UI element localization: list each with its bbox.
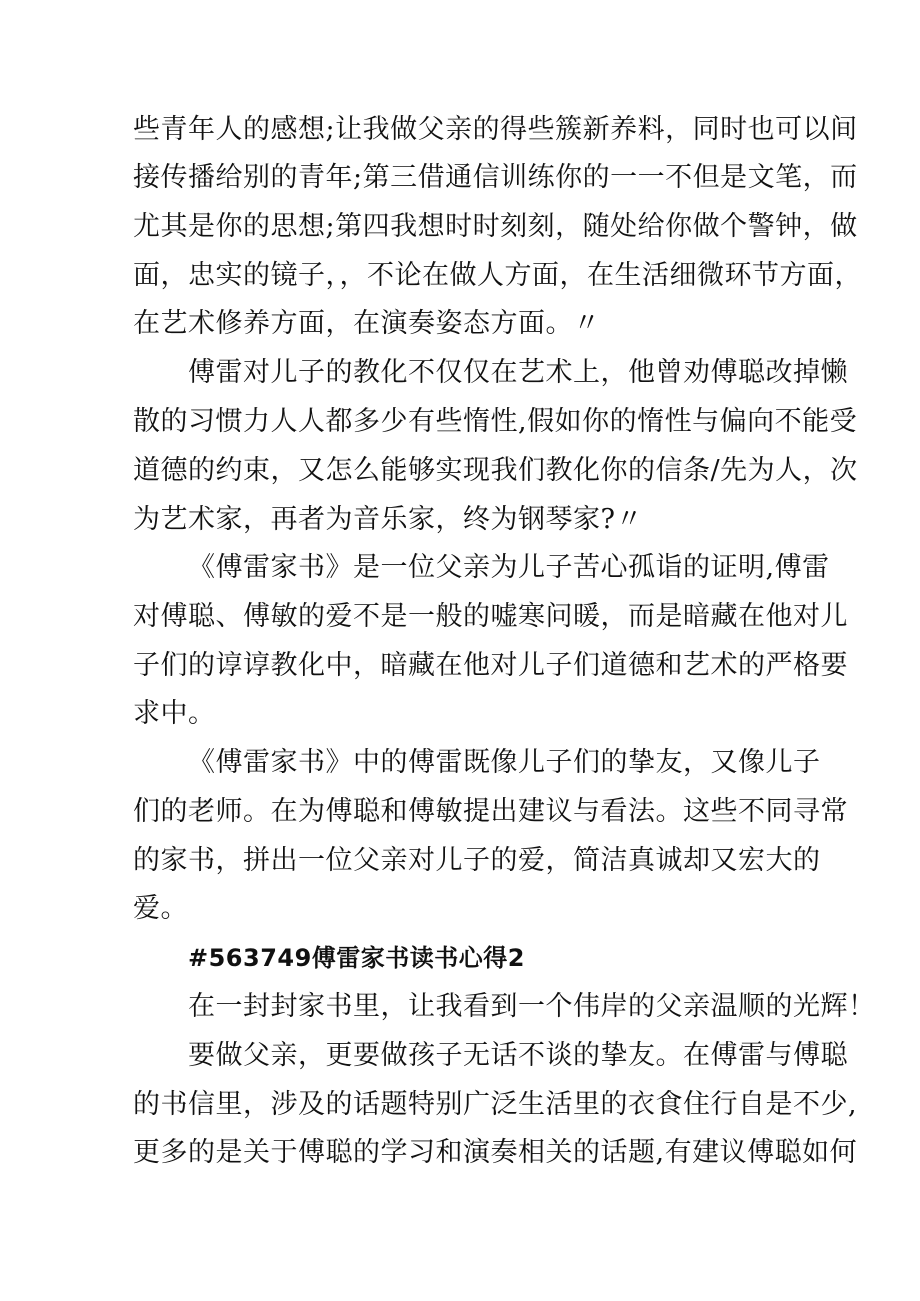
paragraph-1-line-4: 面，忠实的镜子，，不论在做人方面，在生活细微环节方面， — [133, 260, 862, 291]
paragraph-2-line-1: 傅雷对儿子的教化不仅仅在艺术上，他曾劝傅聪改掉懒 — [188, 357, 848, 388]
paragraph-3-line-3: 子们的谆谆教化中，暗藏在他对儿子们道德和艺术的严格要 — [133, 650, 848, 681]
paragraph-4-line-4: 爱。 — [133, 893, 188, 924]
paragraph-3-line-2: 对傅聪、傅敏的爱不是一般的嘘寒问暖，而是暗藏在他对儿 — [133, 601, 848, 632]
paragraph-4-line-3: 的家书，拼出一位父亲对儿子的爱，简洁真诚却又宏大的 — [133, 845, 821, 876]
paragraph-1-line-3: 尤其是你的思想;第四我想时时刻刻，随处给你做个警钟，做 — [133, 211, 858, 242]
paragraph-1-line-5: 在艺术修养方面，在演奏姿态方面。〃 — [133, 308, 601, 339]
paragraph-3-line-1: 《傅雷家书》是一位父亲为儿子苦心孤诣的证明,傅雷 — [188, 552, 830, 583]
paragraph-2-line-2: 散的习惯力人人都多少有些惰性,假如你的惰性与偏向不能受 — [133, 406, 858, 437]
paragraph-4-line-1: 《傅雷家书》中的傅雷既像儿子们的挚友，又像儿子 — [188, 747, 821, 778]
paragraph-6-line-3: 更多的是关于傅聪的学习和演奏相关的话题,有建议傅聪如何 — [133, 1137, 858, 1168]
paragraph-1-line-2: 接传播给别的青年;第三借通信训练你的一一不但是文笔，而 — [133, 162, 858, 193]
paragraph-2-line-3: 道德的约束，又怎么能够实现我们教化你的信条/先为人，次 — [133, 455, 858, 486]
section-heading: #563749傅雷家书读书心得2 — [188, 944, 526, 972]
paragraph-3-line-4: 求中。 — [133, 698, 216, 729]
paragraph-1-line-1: 些青年人的感想;让我做父亲的得些簇新养料，同时也可以间 — [133, 114, 858, 145]
paragraph-6-line-2: 的书信里，涉及的话题特别广泛生活里的衣食住行自是不少, — [133, 1089, 858, 1120]
paragraph-2-line-4: 为艺术家，再者为音乐家，终为钢琴家?〃 — [133, 504, 643, 535]
paragraph-4-line-2: 们的老师。在为傅聪和傅敏提出建议与看法。这些不同寻常 — [133, 796, 848, 827]
paragraph-5-line-1: 在一封封家书里，让我看到一个伟岸的父亲温顺的光辉！ — [188, 991, 876, 1022]
paragraph-6-line-1: 要做父亲，更要做孩子无话不谈的挚友。在傅雷与傅聪 — [188, 1040, 848, 1071]
